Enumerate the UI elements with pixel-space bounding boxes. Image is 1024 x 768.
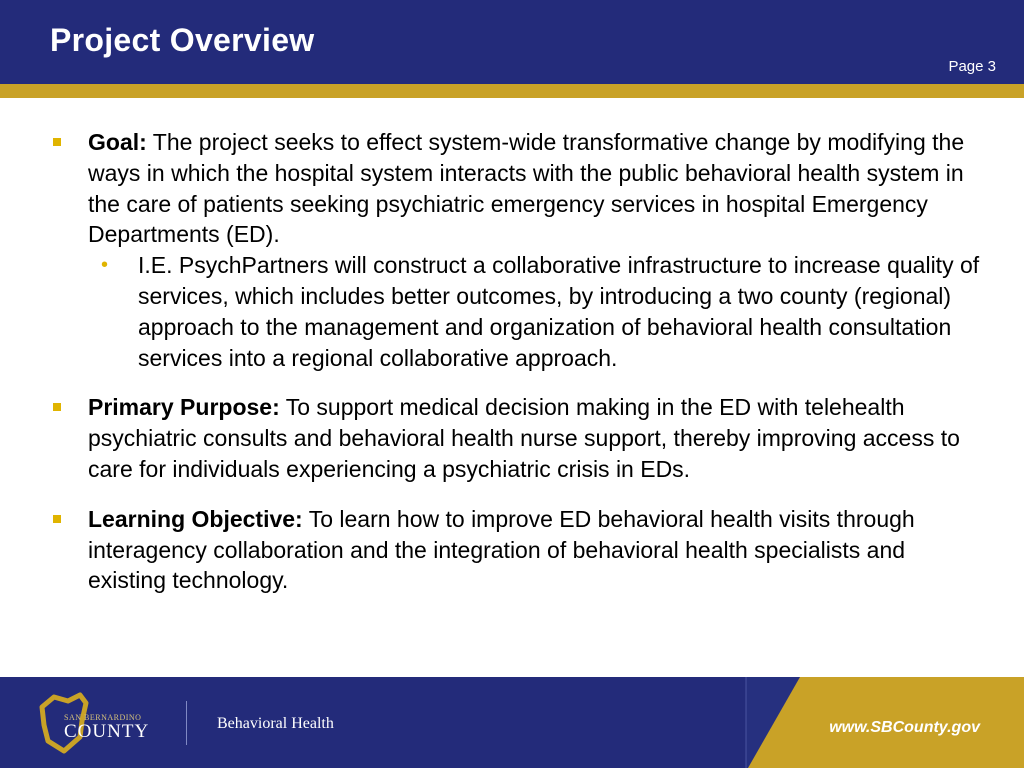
bullet-goal	[48, 127, 988, 373]
bullet-primary-purpose	[48, 392, 988, 484]
bullet-text: To support medical decision making in the ED with telehealth psychiatric consults and behavioral health nurse support, thereby improving access to care for individuals experiencing a psychiatric crisis in EDs.	[88, 394, 960, 482]
logo-text: COUNTY	[64, 721, 150, 742]
bullet-text: To learn how to improve ED behavioral health visits through interagency collaboration and the integration of behavioral health specialists and existing technology.	[88, 505, 915, 594]
page-number: Page 3	[948, 58, 996, 75]
department-name: Behavioral Health	[217, 715, 334, 732]
sub-bullet	[48, 250, 988, 373]
footer-bar	[0, 677, 1024, 768]
square-bullet-icon	[53, 515, 61, 523]
website-link[interactable]: www.SBCounty.gov	[829, 719, 980, 736]
bullet-label: Goal:	[88, 129, 147, 155]
slide-title: Project Overview	[50, 22, 315, 58]
bullet-learning-objective	[48, 504, 988, 596]
footer-divider	[186, 701, 187, 745]
header-gold-stripe	[0, 84, 1024, 98]
square-bullet-icon	[53, 403, 61, 411]
square-bullet-icon	[53, 138, 61, 146]
slide-content	[48, 127, 988, 615]
bullet-label: Primary Purpose:	[88, 394, 280, 421]
dot-bullet-icon: •	[101, 254, 109, 277]
logo-subtext: SAN BERNARDINO	[64, 713, 142, 722]
bullet-text: The project seeks to effect system-wide transformative change by modifying the ways in which the hospital system interacts with the public behavioral health system in the care of patients seeking psychiatric emergency services in hospital Emergency Departments (ED).	[88, 129, 965, 248]
bullet-label: Learning Objective:	[88, 505, 303, 532]
sub-bullet-text: I.E. PsychPartners will construct a collaborative infrastructure to increase quality of services, which includes better outcomes, by introducing a two county (regional) approach to the management and organization of behavioral health consultation services into a regional collaborative approach.	[138, 252, 980, 371]
